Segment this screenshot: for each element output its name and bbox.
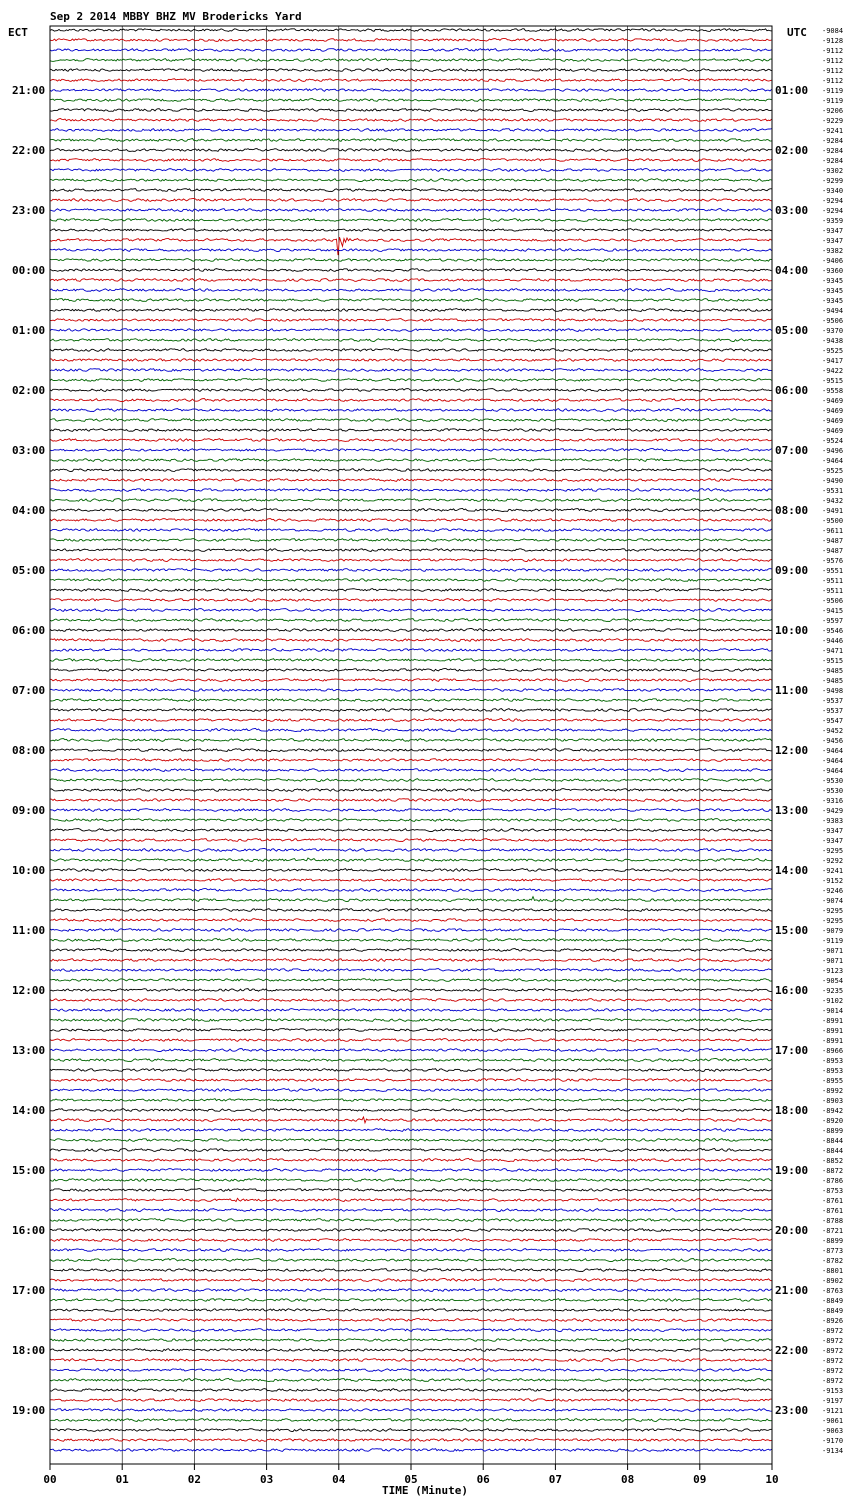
trace-count-label: -9112 (822, 57, 844, 65)
trace-count-label: -8991 (822, 1037, 844, 1045)
right-hour-label: 20:00 (775, 1224, 809, 1237)
trace-count-label: -9464 (822, 747, 844, 755)
trace-count-label: -9347 (822, 237, 844, 245)
trace-count-label: -8899 (822, 1237, 844, 1245)
trace-count-label: -9525 (822, 347, 844, 355)
trace-count-label: -9284 (822, 137, 844, 145)
left-hour-label: 17:00 (12, 1284, 46, 1297)
left-hour-label: 06:00 (12, 624, 46, 637)
trace-count-label: -9597 (822, 617, 844, 625)
right-hour-label: 22:00 (775, 1344, 809, 1357)
left-hour-label: 02:00 (12, 384, 46, 397)
left-timezone-label: ECT (8, 26, 28, 39)
trace-count-label: -8992 (822, 1087, 844, 1095)
trace-count-label: -8872 (822, 1167, 844, 1175)
trace-count-label: -9469 (822, 427, 844, 435)
trace-count-label: -9546 (822, 627, 844, 635)
trace-count-label: -8972 (822, 1377, 844, 1385)
trace-count-label: -9299 (822, 177, 844, 185)
trace-count-label: -8899 (822, 1127, 844, 1135)
trace-count-label: -9084 (822, 27, 844, 35)
trace-count-label: -8972 (822, 1327, 844, 1335)
trace-count-label: -8761 (822, 1197, 844, 1205)
trace-count-label: -9406 (822, 257, 844, 265)
trace-count-label: -9241 (822, 867, 844, 875)
trace-count-label: -9530 (822, 777, 844, 785)
left-hour-label: 11:00 (12, 924, 46, 937)
trace-count-label: -9494 (822, 307, 844, 315)
right-hour-label: 16:00 (775, 984, 809, 997)
left-hour-label: 10:00 (12, 864, 46, 877)
right-hour-label: 08:00 (775, 504, 809, 517)
x-tick-label: 07 (548, 1473, 563, 1486)
left-hour-label: 13:00 (12, 1044, 46, 1057)
trace-count-label: -9547 (822, 717, 844, 725)
trace-count-label: -8953 (822, 1067, 844, 1075)
trace-count-label: -8786 (822, 1177, 844, 1185)
trace-count-label: -9229 (822, 117, 844, 125)
trace-count-label: -9490 (822, 477, 844, 485)
trace-count-label: -9558 (822, 387, 844, 395)
trace-count-label: -9456 (822, 737, 844, 745)
trace-count-label: -8721 (822, 1227, 844, 1235)
right-hour-label: 13:00 (775, 804, 809, 817)
trace-count-label: -9134 (822, 1447, 844, 1455)
trace-count-label: -8920 (822, 1117, 844, 1125)
trace-count-label: -9079 (822, 927, 844, 935)
trace-count-label: -9347 (822, 827, 844, 835)
trace-count-label: -9170 (822, 1437, 844, 1445)
trace-count-label: -9119 (822, 97, 844, 105)
trace-count-label: -9112 (822, 47, 844, 55)
left-hour-label: 22:00 (12, 144, 46, 157)
trace-count-label: -9432 (822, 497, 844, 505)
trace-count-label: -8991 (822, 1017, 844, 1025)
trace-count-label: -9054 (822, 977, 844, 985)
trace-count-label: -8849 (822, 1297, 844, 1305)
trace-count-label: -9511 (822, 587, 844, 595)
left-hour-label: 14:00 (12, 1104, 46, 1117)
trace-count-label: -9347 (822, 837, 844, 845)
trace-count-label: -9511 (822, 577, 844, 585)
trace-count-label: -9071 (822, 947, 844, 955)
left-hour-label: 05:00 (12, 564, 46, 577)
x-tick-label: 02 (187, 1473, 202, 1486)
trace-count-label: -9061 (822, 1417, 844, 1425)
x-tick-label: 00 (43, 1473, 57, 1486)
right-hour-label: 17:00 (775, 1044, 809, 1057)
trace-count-label: -9153 (822, 1387, 844, 1395)
trace-count-label: -9506 (822, 597, 844, 605)
right-hour-label: 21:00 (775, 1284, 809, 1297)
chart-title: Sep 2 2014 MBBY BHZ MV Brodericks Yard (50, 10, 302, 23)
trace-count-label: -8966 (822, 1047, 844, 1055)
trace-count-label: -8942 (822, 1107, 844, 1115)
trace-count-label: -9340 (822, 187, 844, 195)
trace-count-label: -8852 (822, 1157, 844, 1165)
trace-count-label: -8753 (822, 1187, 844, 1195)
trace-count-label: -9295 (822, 907, 844, 915)
trace-count-label: -9345 (822, 287, 844, 295)
trace-count-label: -9112 (822, 77, 844, 85)
left-hour-label: 07:00 (12, 684, 46, 697)
trace-count-label: -9235 (822, 987, 844, 995)
trace-count-label: -9123 (822, 967, 844, 975)
trace-count-label: -9496 (822, 447, 844, 455)
trace-count-label: -9422 (822, 367, 844, 375)
left-hour-label: 00:00 (12, 264, 46, 277)
trace-count-label: -9383 (822, 817, 844, 825)
right-hour-label: 01:00 (775, 84, 809, 97)
trace-count-label: -9530 (822, 787, 844, 795)
left-hour-label: 23:00 (12, 204, 46, 217)
trace-count-label: -9531 (822, 487, 844, 495)
trace-count-label: -9345 (822, 297, 844, 305)
right-hour-label: 03:00 (775, 204, 809, 217)
right-hour-label: 07:00 (775, 444, 809, 457)
trace-count-label: -9471 (822, 647, 844, 655)
trace-count-label: -9576 (822, 557, 844, 565)
trace-count-label: -8844 (822, 1137, 844, 1145)
trace-count-label: -9417 (822, 357, 844, 365)
trace-count-label: -8844 (822, 1147, 844, 1155)
trace-count-label: -9415 (822, 607, 844, 615)
left-hour-label: 03:00 (12, 444, 46, 457)
left-hour-label: 19:00 (12, 1404, 46, 1417)
trace-count-label: -9537 (822, 697, 844, 705)
trace-count-label: -9500 (822, 517, 844, 525)
right-hour-label: 02:00 (775, 144, 809, 157)
trace-count-label: -9197 (822, 1397, 844, 1405)
trace-count-label: -9345 (822, 277, 844, 285)
left-hour-label: 15:00 (12, 1164, 46, 1177)
trace-count-label: -8955 (822, 1077, 844, 1085)
trace-count-label: -9014 (822, 1007, 844, 1015)
trace-count-label: -8972 (822, 1337, 844, 1345)
trace-count-label: -9152 (822, 877, 844, 885)
trace-count-label: -9469 (822, 407, 844, 415)
trace-count-label: -8972 (822, 1367, 844, 1375)
trace-count-label: -9294 (822, 197, 844, 205)
left-hour-labels (12, 84, 45, 1417)
right-hour-label: 23:00 (775, 1404, 809, 1417)
left-hour-label: 08:00 (12, 744, 46, 757)
trace-count-label: -9295 (822, 847, 844, 855)
trace-count-label: -9452 (822, 727, 844, 735)
trace-count-label: -9316 (822, 797, 844, 805)
minute-gridlines (122, 26, 700, 1464)
trace-count-label: -9302 (822, 167, 844, 175)
trace-count-label: -8926 (822, 1317, 844, 1325)
trace-count-label: -9487 (822, 547, 844, 555)
x-tick-label: 06 (476, 1473, 490, 1486)
right-hour-label: 14:00 (775, 864, 809, 877)
trace-count-label: -9537 (822, 707, 844, 715)
right-hour-label: 15:00 (775, 924, 809, 937)
trace-count-label: -9294 (822, 207, 844, 215)
trace-count-label: -9429 (822, 807, 844, 815)
x-tick-label: 04 (332, 1473, 346, 1486)
left-hour-label: 18:00 (12, 1344, 46, 1357)
trace-count-label: -9241 (822, 127, 844, 135)
x-axis-label: TIME (Minute) (381, 1484, 469, 1497)
right-hour-label: 05:00 (775, 324, 809, 337)
right-hour-label: 10:00 (775, 624, 809, 637)
trace-count-label: -9206 (822, 107, 844, 115)
trace-count-label: -9295 (822, 917, 844, 925)
trace-count-label: -8849 (822, 1307, 844, 1315)
trace-count-labels (822, 27, 843, 1455)
right-hour-label: 09:00 (775, 564, 809, 577)
trace-count-label: -9515 (822, 377, 844, 385)
trace-count-label: -9102 (822, 997, 844, 1005)
trace-count-label: -9063 (822, 1427, 844, 1435)
trace-count-label: -8972 (822, 1347, 844, 1355)
trace-count-label: -9446 (822, 637, 844, 645)
trace-count-label: -9524 (822, 437, 844, 445)
trace-count-label: -8902 (822, 1277, 844, 1285)
left-hour-label: 09:00 (12, 804, 46, 817)
trace-count-label: -9525 (822, 467, 844, 475)
trace-count-label: -9491 (822, 507, 844, 515)
trace-count-label: -9284 (822, 147, 844, 155)
trace-count-label: -9611 (822, 527, 844, 535)
trace-count-label: -9438 (822, 337, 844, 345)
trace-count-label: -9551 (822, 567, 844, 575)
x-axis-ticks (43, 1464, 778, 1486)
trace-count-label: -8773 (822, 1247, 844, 1255)
x-tick-label: 05 (404, 1473, 418, 1486)
right-hour-label: 04:00 (775, 264, 809, 277)
left-hour-label: 01:00 (12, 324, 46, 337)
trace-count-label: -9074 (822, 897, 844, 905)
trace-count-label: -9071 (822, 957, 844, 965)
trace-count-label: -9485 (822, 667, 844, 675)
trace-count-label: -8761 (822, 1207, 844, 1215)
trace-count-label: -9469 (822, 397, 844, 405)
trace-count-label: -9284 (822, 157, 844, 165)
trace-count-label: -9119 (822, 937, 844, 945)
trace-count-label: -8903 (822, 1097, 844, 1105)
trace-count-label: -9382 (822, 247, 844, 255)
left-hour-label: 21:00 (12, 84, 46, 97)
trace-count-label: -9112 (822, 67, 844, 75)
trace-count-label: -8782 (822, 1257, 844, 1265)
trace-count-label: -8953 (822, 1057, 844, 1065)
trace-count-label: -8788 (822, 1217, 844, 1225)
trace-count-label: -8801 (822, 1267, 844, 1275)
trace-count-label: -9360 (822, 267, 844, 275)
x-tick-label: 10 (765, 1473, 779, 1486)
trace-count-label: -9370 (822, 327, 844, 335)
trace-count-label: -9506 (822, 317, 844, 325)
trace-count-label: -9464 (822, 767, 844, 775)
right-hour-label: 12:00 (775, 744, 809, 757)
left-hour-label: 04:00 (12, 504, 46, 517)
trace-count-label: -9464 (822, 457, 844, 465)
x-tick-label: 03 (259, 1473, 274, 1486)
trace-count-label: -9485 (822, 677, 844, 685)
left-hour-label: 12:00 (12, 984, 46, 997)
trace-count-label: -9347 (822, 227, 844, 235)
left-hour-label: 16:00 (12, 1224, 46, 1237)
right-timezone-label: UTC (787, 26, 807, 39)
trace-count-label: -9119 (822, 87, 844, 95)
right-hour-labels (775, 84, 808, 1417)
trace-count-label: -8763 (822, 1287, 844, 1295)
trace-count-label: -9292 (822, 857, 844, 865)
trace-count-label: -9469 (822, 417, 844, 425)
trace-count-label: -8972 (822, 1357, 844, 1365)
trace-count-label: -8991 (822, 1027, 844, 1035)
trace-count-label: -9128 (822, 37, 844, 45)
trace-count-label: -9121 (822, 1407, 844, 1415)
trace-count-label: -9515 (822, 657, 844, 665)
trace-count-label: -9359 (822, 217, 844, 225)
right-hour-label: 18:00 (775, 1104, 809, 1117)
right-hour-label: 19:00 (775, 1164, 809, 1177)
x-tick-label: 01 (115, 1473, 129, 1486)
right-hour-label: 06:00 (775, 384, 809, 397)
right-hour-label: 11:00 (775, 684, 809, 697)
x-tick-label: 09 (693, 1473, 707, 1486)
trace-count-label: -9464 (822, 757, 844, 765)
x-tick-label: 08 (620, 1473, 635, 1486)
trace-count-label: -9246 (822, 887, 844, 895)
trace-count-label: -9498 (822, 687, 844, 695)
trace-count-label: -9487 (822, 537, 844, 545)
